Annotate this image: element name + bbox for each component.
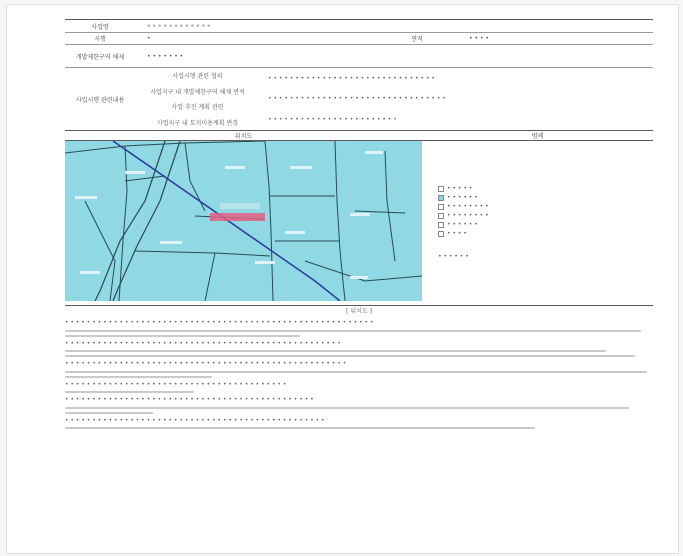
project-name-label: 사업명 <box>91 23 109 31</box>
legend-swatch <box>438 222 444 228</box>
sub-label-1: 사업시행 관련 협의 <box>172 73 223 81</box>
executor-value: • <box>147 35 151 42</box>
map-section <box>65 141 653 303</box>
legend-swatch <box>438 231 444 237</box>
legend-item-3: • • • • • • • • <box>438 203 489 210</box>
document-page <box>6 4 679 554</box>
project-name-row <box>65 19 653 33</box>
map-caption: [ 위치도 ] <box>65 305 653 315</box>
area-label: 면적 <box>411 36 423 43</box>
legend-swatch <box>438 186 444 192</box>
executor-label: 시행 <box>94 36 106 43</box>
note-paragraph-2: • • • • • • • • • • • • • • • • • • • • • • • • • • • • • • • • • • • • • • • • • • • • • • • • • • • <box>65 340 653 358</box>
legend-item-5: • • • • • • <box>438 221 478 228</box>
document-body <box>65 19 653 432</box>
gb-release-row <box>65 45 653 68</box>
executor-row <box>65 33 653 45</box>
map-legend <box>422 141 653 303</box>
execution-label: 사업시행 관련내용 <box>75 96 125 104</box>
execution-values <box>260 68 653 130</box>
legend-item-4: • • • • • • • • <box>438 212 489 219</box>
gb-release-label: 개발제한구역 해제 <box>75 53 125 61</box>
note-paragraph-5: • • • • • • • • • • • • • • • • • • • • • • • • • • • • • • • • • • • • • • • • • • • • • • <box>65 396 653 414</box>
gb-release-value: • • • • • • • <box>147 52 184 60</box>
notes-section <box>65 319 653 429</box>
execution-sub-labels <box>135 68 260 130</box>
execution-value-3: • • • • • • • • • • • • • • • • • • • • • • • • <box>268 116 397 124</box>
sub-label-4: 사업지구 내 토지이용계획 변경 <box>156 119 239 127</box>
note-paragraph-4: • • • • • • • • • • • • • • • • • • • • • • • • • • • • • • • • • • • • • • • • • <box>65 381 653 394</box>
legend-swatch <box>438 213 444 219</box>
area-value: • • • • <box>469 35 489 42</box>
legend-note: • • • • • • <box>438 253 469 260</box>
sub-label-2: 사업지구 내 개발제한구역 해제 면적 <box>150 88 245 96</box>
execution-row <box>65 68 653 131</box>
map-header <box>65 131 653 141</box>
project-name-value: • • • • • • • • • • • • <box>147 22 211 30</box>
note-paragraph-3: • • • • • • • • • • • • • • • • • • • • • • • • • • • • • • • • • • • • • • • • • • • • • • • • • • • • <box>65 360 653 378</box>
map-drawing <box>65 141 422 301</box>
legend-item-1: • • • • • <box>438 185 472 192</box>
project-site-marker <box>210 213 265 221</box>
execution-value-2: • • • • • • • • • • • • • • • • • • • • • • • • • • • • • • • • • <box>268 95 446 103</box>
location-map <box>65 141 422 301</box>
legend-item-2: • • • • • • <box>438 194 478 201</box>
map-header-legend: 범례 <box>531 133 544 140</box>
sub-label-3: 사업 추진 계획 관련 <box>171 104 224 112</box>
legend-swatch <box>438 204 444 210</box>
note-paragraph-6: • • • • • • • • • • • • • • • • • • • • • • • • • • • • • • • • • • • • • • • • • • • • • • • • <box>65 417 653 430</box>
execution-value-1: • • • • • • • • • • • • • • • • • • • • • • • • • • • • • • • <box>268 74 435 82</box>
legend-item-6: • • • • <box>438 230 467 237</box>
map-header-location: 위치도 <box>234 133 253 140</box>
note-paragraph-1: • • • • • • • • • • • • • • • • • • • • • • • • • • • • • • • • • • • • • • • • • • • • • • • • • • • • • • • • • <box>65 319 653 337</box>
legend-swatch <box>438 195 444 201</box>
